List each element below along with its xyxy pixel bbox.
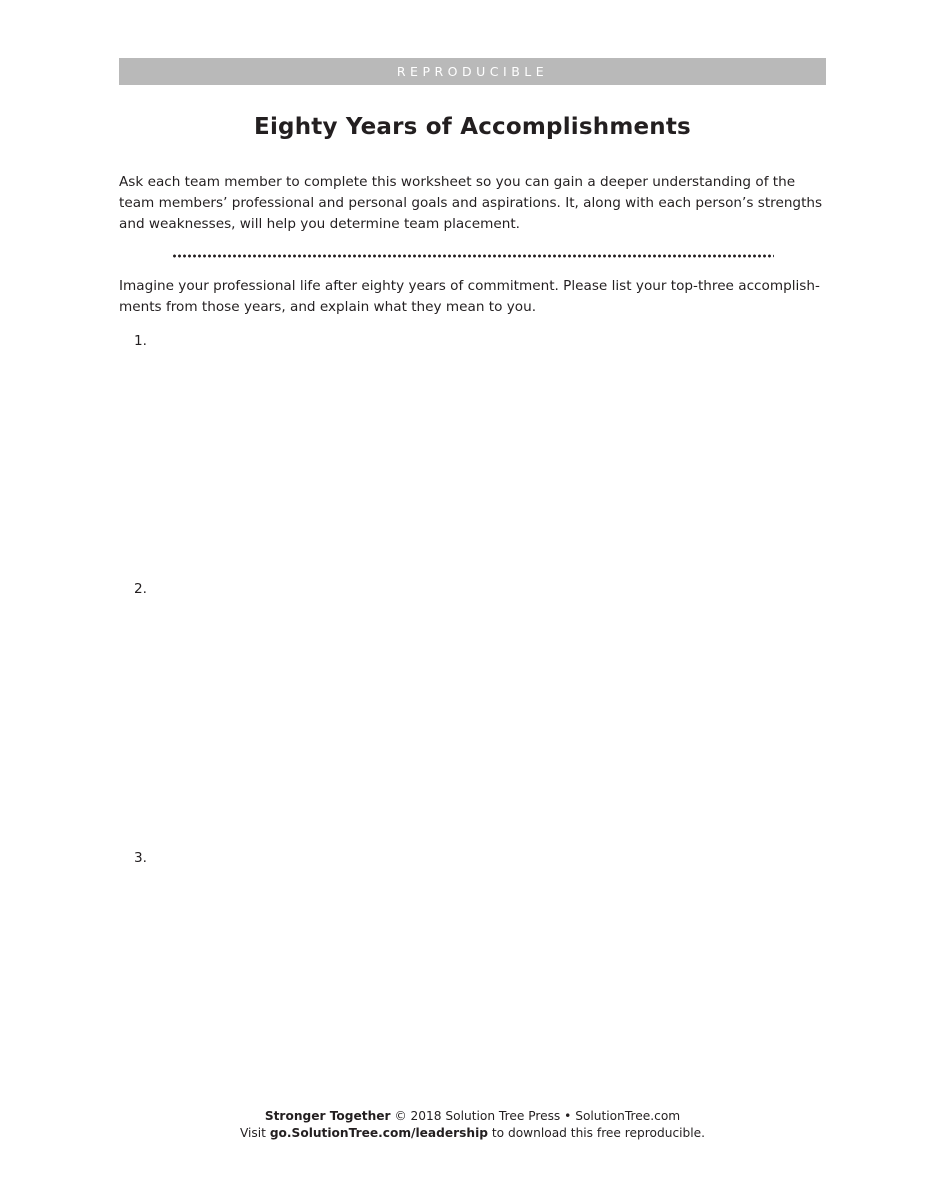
item-number-1: 1. <box>134 333 147 349</box>
reproducible-banner <box>119 58 826 85</box>
item-number-3: 3. <box>134 850 147 866</box>
footer-line-1 <box>119 1108 826 1125</box>
item-number-2: 2. <box>134 581 147 597</box>
banner-label: REPRODUCIBLE <box>396 64 549 79</box>
prompt-paragraph <box>119 276 831 318</box>
prompt-line-1: Imagine your professional life after eighty years of commitment. Please list your top-three accomplish- <box>119 278 820 294</box>
footer-copyright: © 2018 Solution Tree Press • SolutionTree.com <box>390 1109 681 1123</box>
answer-area-3[interactable] <box>160 850 820 1080</box>
footer-download-text: to download this free reproducible. <box>488 1126 706 1140</box>
footer <box>119 1108 826 1142</box>
dotted-divider <box>172 253 774 259</box>
footer-line-2 <box>119 1125 826 1142</box>
footer-visit: Visit <box>239 1126 270 1140</box>
answer-area-2[interactable] <box>160 581 820 831</box>
page-title: Eighty Years of Accomplishments <box>254 114 691 140</box>
answer-area-1[interactable] <box>160 333 820 563</box>
intro-paragraph: Ask each team member to complete this worksheet so you can gain a deeper understanding of the team members’ professional and personal goals and aspirations. It, along with each person’s strengths and weaknesses, will help you determine team placement. <box>119 174 823 232</box>
prompt-line-2: ments from those years, and explain what they mean to you. <box>119 299 537 315</box>
footer-url-link[interactable]: go.SolutionTree.com/leadership <box>269 1126 488 1140</box>
footer-book-title: Stronger Together <box>264 1109 391 1123</box>
